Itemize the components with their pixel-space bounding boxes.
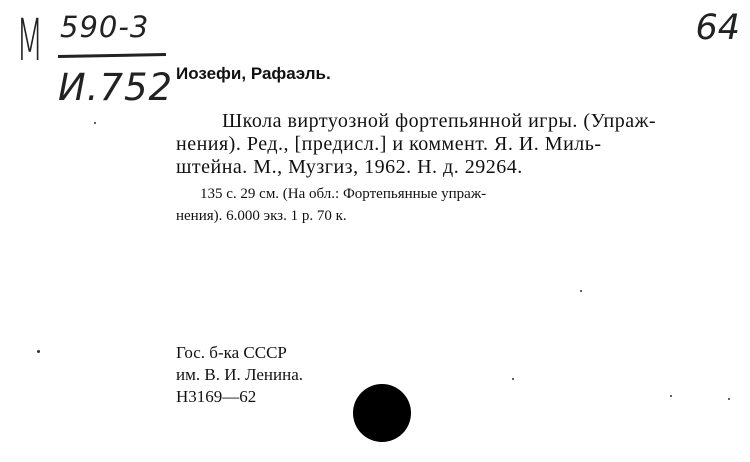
library-line: Н3169—62 — [176, 387, 257, 406]
speck — [37, 350, 40, 353]
handwritten-corner-number: 64 — [695, 8, 740, 48]
handwritten-shelf-number-bottom: И.752 — [58, 66, 174, 109]
speck — [580, 290, 582, 292]
title-line: штейна. М., Музгиз, 1962. Н. д. 29264. — [176, 156, 523, 178]
physical-description — [176, 183, 738, 227]
physical-line: 135 с. 29 см. (На обл.: Фортепьянные упраж- — [200, 186, 487, 202]
title-line: Школа виртуозной фортепьянной игры. (Упраж- — [222, 110, 657, 132]
physical-line: нения). 6.000 экз. 1 р. 70 к. — [176, 208, 347, 224]
library-stamp — [176, 342, 303, 408]
handwritten-letter: М — [16, 6, 44, 74]
title-block — [176, 110, 738, 179]
handwritten-fraction-line — [58, 53, 166, 58]
title-line: нения). Ред., [предисл.] и коммент. Я. И. Миль- — [176, 133, 602, 155]
author-heading: Иозефи, Рафаэль. — [176, 64, 331, 83]
library-line: им. В. И. Ленина. — [176, 365, 304, 384]
punch-hole — [353, 384, 411, 442]
speck — [512, 378, 514, 380]
library-line: Гос. б-ка СССР — [176, 343, 287, 362]
speck — [728, 398, 730, 400]
handwritten-shelf-number-top: 590-3 — [60, 10, 150, 44]
speck — [670, 395, 672, 397]
speck — [94, 122, 96, 124]
